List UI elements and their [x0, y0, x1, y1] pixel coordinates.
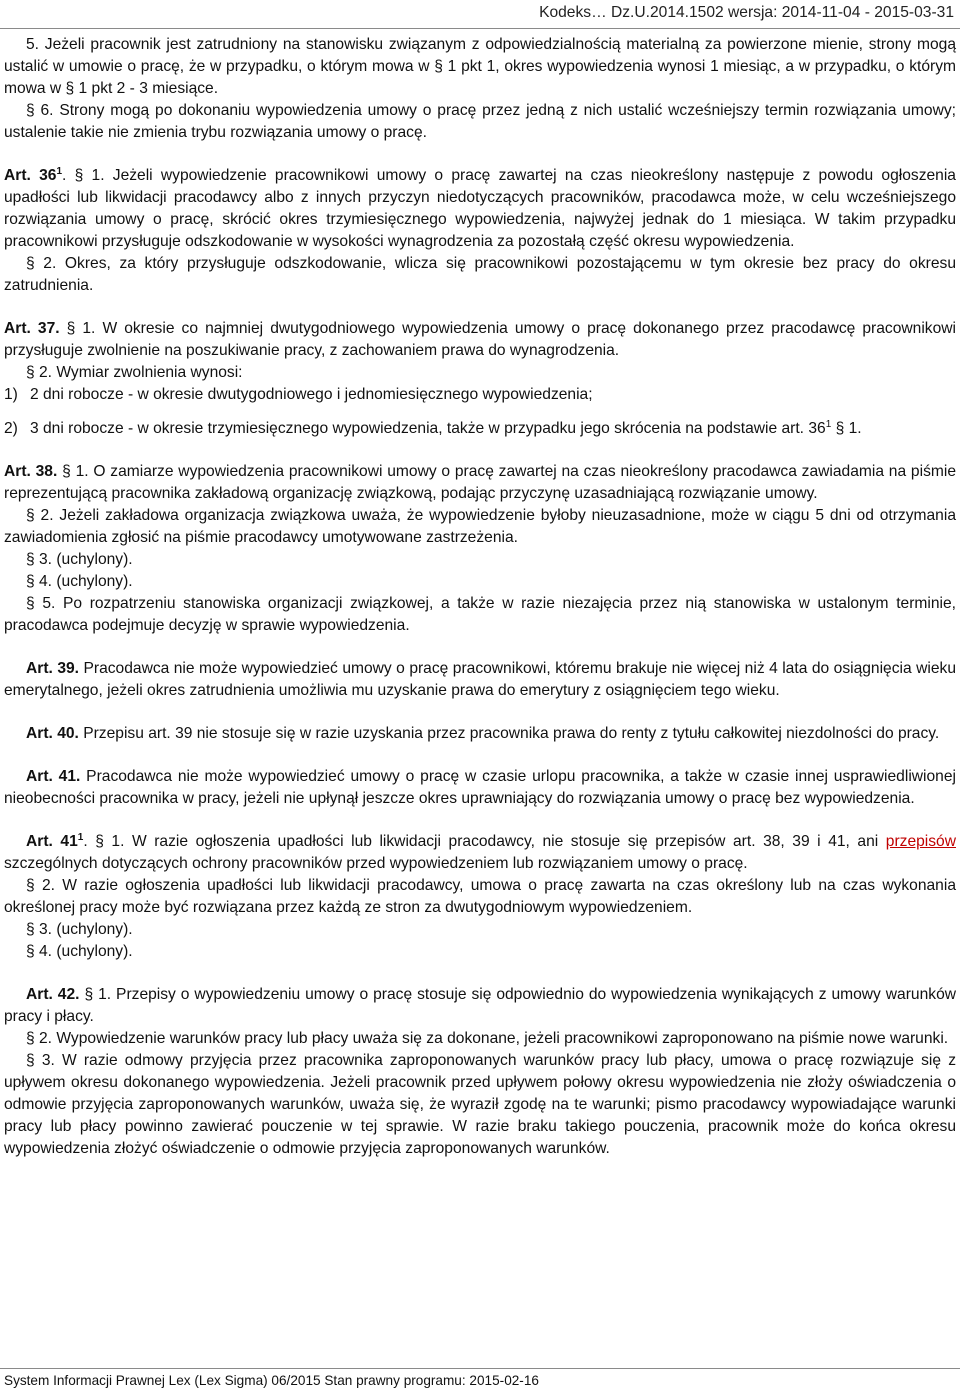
article-heading: Art. 37.	[4, 320, 60, 337]
article-38-p3: § 3. (uchylony).	[26, 551, 133, 568]
document-header: Kodeks… Dz.U.2014.1502 wersja: 2014-11-04 - 2015-03-31	[539, 4, 954, 21]
article-42-p2: § 2. Wypowiedzenie warunków pracy lub płacy uważa się za dokonane, jeżeli pracownikowi zaproponowano na piśmie nowe warunki.	[26, 1030, 949, 1047]
document-footer: System Informacji Prawnej Lex (Lex Sigma) 06/2015 Stan prawny programu: 2015-02-16	[4, 1373, 539, 1388]
article-36-1-p2: § 2. Okres, za który przysługuje odszkodowanie, wlicza się pracownikowi pozostającemu w tym okresie bez pracy do okresu zatrudnienia.	[4, 255, 956, 294]
list-item	[4, 384, 956, 406]
article-text: . § 1. Jeżeli wypowiedzenie pracownikowi umowy o pracę zawartej na czas nieokreślony następuje z powodu ogłoszenia upadłości lub likwidacji pracodawcy albo z innych przyczyn niedotyczących pracowników, pracodawca może, w celu wcześniejszego rozwiązania umowy o pracę, skrócić okres trzymiesięcznego wypowiedzenia, najwyżej jednak do 1 miesiąca. W takim przypadku pracownikowi przysługuje odszkodowanie w wysokości wynagrodzenia za pozostałą część okresu wypowiedzenia.	[4, 167, 956, 250]
article-text: § 1. Przepisy o wypowiedzeniu umowy o pracę stosuje się odpowiednio do wypowiedzenia wynikających z umowy warunków pracy i płacy.	[4, 986, 956, 1025]
list-item-text	[30, 418, 956, 440]
article-41-1-p3: § 3. (uchylony).	[26, 921, 133, 938]
list-item-text: 2 dni robocze - w okresie dwutygodniowego i jednomiesięcznego wypowiedzenia;	[30, 386, 593, 403]
article-41-1-p4: § 4. (uchylony).	[26, 943, 133, 960]
superscript: 1	[825, 418, 832, 430]
article-36-1-p1	[4, 165, 956, 253]
article-text: § 1. O zamiarze wypowiedzenia pracownikowi umowy o pracę zawartej na czas nieokreślony pracodawca zawiadamia na piśmie reprezentującą pracownika zakładową organizację związkową, podając przyczynę uzasadniającą rozwiązanie umowy.	[4, 463, 956, 502]
article-42-p3: § 3. W razie odmowy przyjęcia przez pracownika zaproponowanych warunków pracy lub płacy, umowa o pracę rozwiązuje się z upływem okresu dokonanego wypowiedzenia. Jeżeli pracownik przed upływem połowy okresu wypowiedzenia nie złoży oświadczenia o odmowie przyjęcia zaproponowanych warunków, uważa się, że wyraził zgodę na te warunki; pismo pracodawcy wypowiadające warunki pracy lub płacy powinno zawierać pouczenie w tej sprawie. W razie braku takiego pouczenia, pracownik może do końca okresu wypowiedzenia złożyć oświadczenie o odmowie przyjęcia zaproponowanych warunków.	[4, 1052, 956, 1157]
paragraph-6: § 6. Strony mogą po dokonaniu wypowiedzenia umowy o pracę przez jedną z nich ustalić wcześniejszy termin rozwiązania umowy; ustalenie takie nie zmienia trybu rozwiązania umowy o pracę.	[4, 102, 956, 141]
article-41-1-p1	[4, 831, 956, 875]
article-41-1-p2: § 2. W razie ogłoszenia upadłości lub likwidacji pracodawcy, umowa o pracę zawarta na czas określony lub na czas wykonania określonej pracy może być rozwiązana przez każdą ze stron za dwutygodniowym wypowiedzeniem.	[4, 877, 956, 916]
header-divider	[0, 28, 960, 29]
article-heading: Art. 41.	[26, 768, 81, 785]
article-38-p1	[4, 461, 956, 505]
article-text: Przepisu art. 39 nie stosuje się w razie uzyskania przez pracownika prawa do renty z tytułu całkowitej niezdolności do pracy.	[78, 725, 940, 742]
article-text: . § 1. W razie ogłoszenia upadłości lub likwidacji pracodawcy, nie stosuje się przepisów art. 38, 39 i 41, ani	[83, 833, 886, 850]
list-item-number: 2)	[4, 420, 18, 437]
article-heading: Art. 41	[26, 833, 78, 850]
article-38-p4: § 4. (uchylony).	[26, 573, 133, 590]
article-heading: Art. 42.	[26, 986, 80, 1003]
list-item	[4, 418, 956, 440]
list-item-number: 1)	[4, 386, 18, 403]
article-text-cont: szczególnych dotyczących ochrony pracowników przed wypowiedzeniem lub rozwiązaniem umowy o pracę.	[4, 855, 748, 872]
article-heading: Art. 39.	[26, 660, 80, 677]
article-38-p2: § 2. Jeżeli zakładowa organizacja związkowa uważa, że wypowiedzenie byłoby nieuzasadnione, może w ciągu 5 dni od otrzymania zawiadomienia zgłosić na piśmie pracodawcy umotywowane zastrzeżenia.	[4, 507, 956, 546]
footer-divider	[0, 1368, 960, 1369]
przepisow-link[interactable]: przepisów	[885, 833, 956, 850]
article-40	[4, 723, 956, 745]
paragraph-5: 5. Jeżeli pracownik jest zatrudniony na stanowisku związanym z odpowiedzialnością materialną za powierzone mienie, strony mogą ustalić w umowie o pracę, że w przypadku, o którym mowa w § 1 pkt 1, okres wypowiedzenia wynosi 1 miesiąc, a w przypadku, o którym mowa w § 1 pkt 2 - 3 miesiące.	[4, 36, 956, 97]
superscript: 1	[56, 165, 63, 177]
document-body	[4, 34, 956, 1160]
article-37-p1	[4, 318, 956, 362]
article-heading: Art. 38.	[4, 463, 58, 480]
article-41	[4, 766, 956, 810]
article-text: § 1. W okresie co najmniej dwutygodniowego wypowiedzenia umowy o pracę dokonanego przez pracodawcę pracownikowi przysługuje zwolnienie na poszukiwanie pracy, z zachowaniem prawa do wynagrodzenia.	[4, 320, 956, 359]
article-37-p2: § 2. Wymiar zwolnienia wynosi:	[26, 364, 243, 381]
article-39	[4, 658, 956, 702]
superscript: 1	[77, 831, 84, 843]
article-42-p1	[4, 984, 956, 1028]
article-heading: Art. 40.	[26, 725, 79, 742]
article-text: Pracodawca nie może wypowiedzieć umowy o pracę w czasie urlopu pracownika, a także w czasie innej usprawiedliwionej nieobecności pracownika w pracy, jeżeli nie upłynął jeszcze okres uprawniający do rozwiązania umowy o pracę bez wypowiedzenia.	[4, 768, 956, 807]
article-text: Pracodawca nie może wypowiedzieć umowy o pracę pracownikowi, któremu brakuje nie więcej niż 4 lata do osiągnięcia wieku emerytalnego, jeżeli okres zatrudnienia umożliwia mu uzyskanie prawa do emerytury z osiągnięciem tego wieku.	[4, 660, 957, 699]
article-38-p5: § 5. Po rozpatrzeniu stanowiska organizacji związkowej, a także w razie niezajęcia przez nią stanowiska w ustalonym terminie, pracodawca podejmuje decyzję w sprawie wypowiedzenia.	[4, 595, 956, 634]
article-heading: Art. 36	[4, 167, 57, 184]
list-item-body: 3 dni robocze - w okresie trzymiesięcznego wypowiedzenia, także w przypadku jego skrócenia na podstawie art. 36	[30, 420, 826, 437]
list-item-tail: § 1.	[831, 420, 862, 437]
